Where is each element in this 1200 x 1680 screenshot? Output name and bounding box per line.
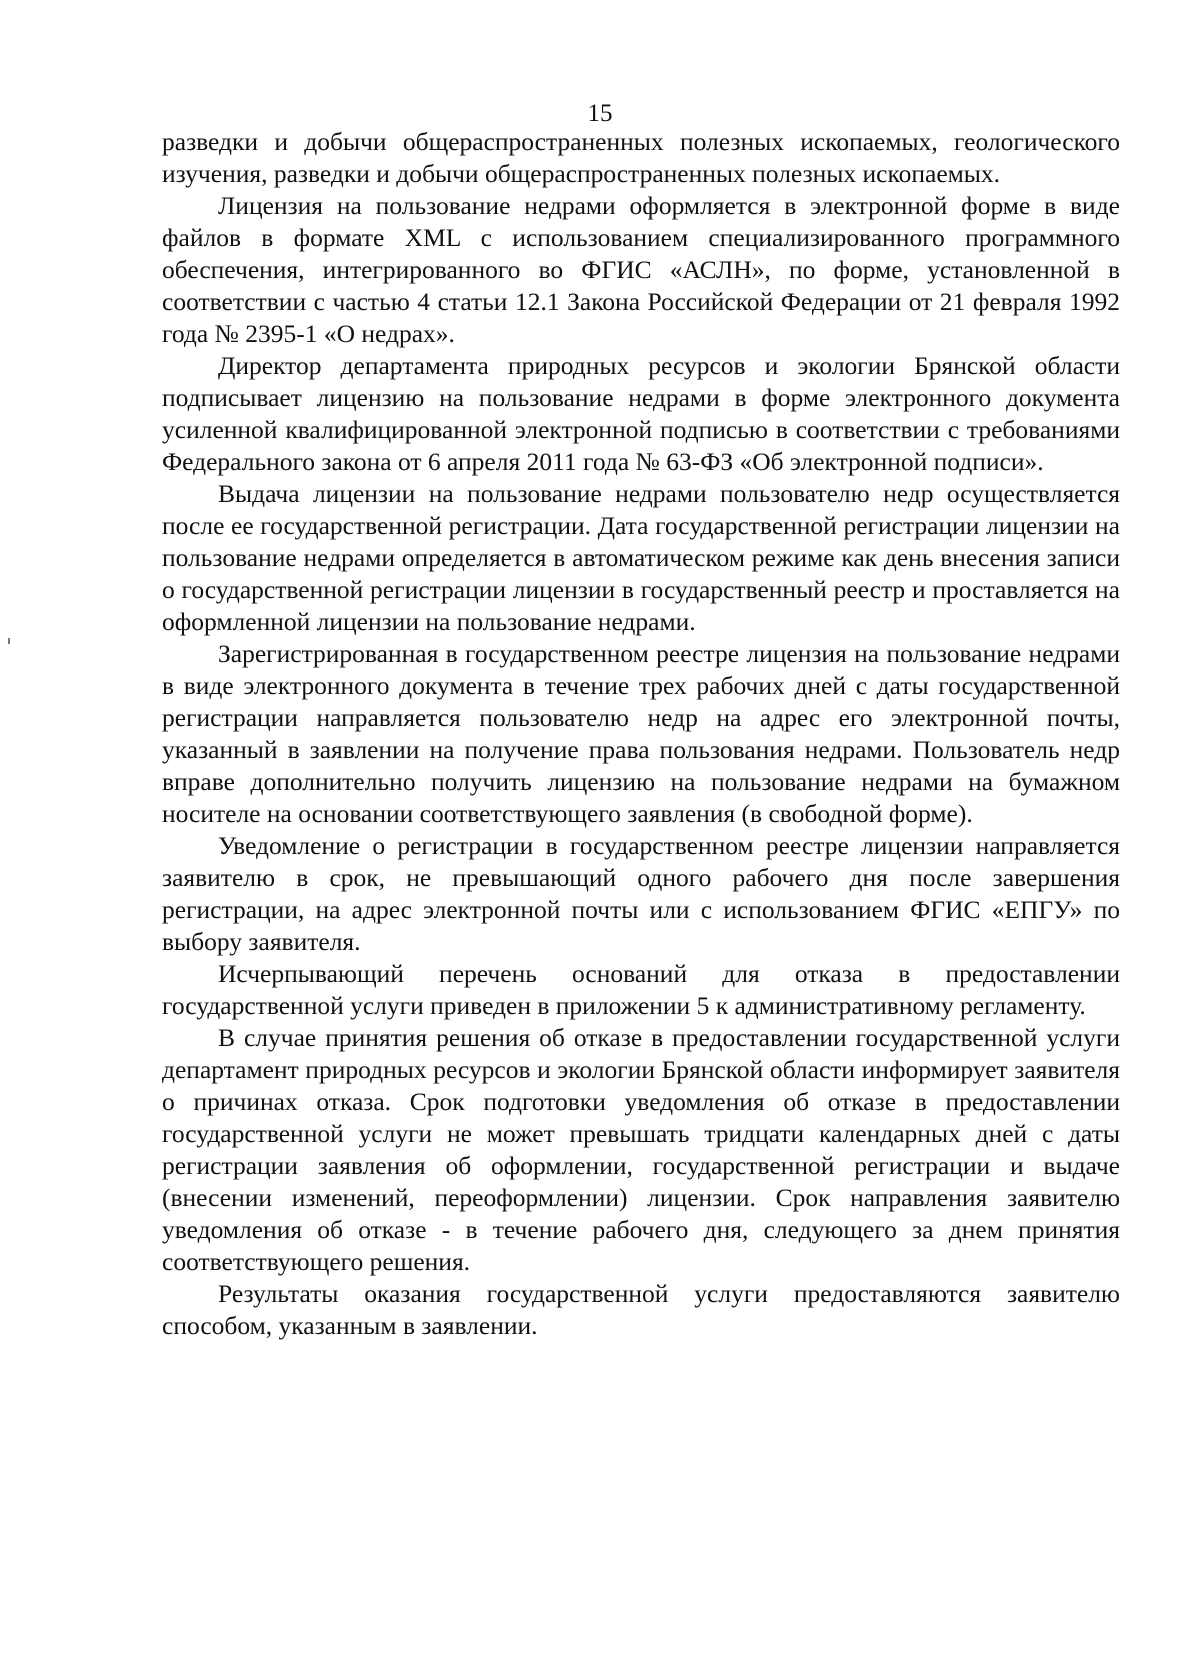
paragraph-license-format: Лицензия на пользование недрами оформляется в электронной форме в виде файлов в формате XML с использованием специализированного программного обеспечения, интегрированного во ФГИС «АСЛН», по форме, установленной в соответствии с частью 4 статьи 12.1 Закона Российской Федерации от 21 февраля 1992 года № 2395-1 «О недрах». xyxy=(162,191,1120,348)
document-body xyxy=(162,126,1120,1342)
scan-artifact-mark xyxy=(8,638,10,644)
paragraph-continuation: разведки и добычи общераспространенных полезных ископаемых, геологического изучения, разведки и добычи общераспространенных полезных ископаемых. xyxy=(162,127,1120,188)
paragraph-refusal-notice: В случае принятия решения об отказе в предоставлении государственной услуги департамент природных ресурсов и экологии Брянской области информирует заявителя о причинах отказа. Срок подготовки уведомления об отказе в предоставлении государственной услуги не может превышать тридцати календарных дней с даты регистрации заявления об оформлении, государственной регистрации и выдаче (внесении изменений, переоформлении) лицензии. Срок направления заявителю уведомления об отказе - в течение рабочего дня, следующего за днем принятия соответствующего решения. xyxy=(162,1023,1120,1276)
page-number: 15 xyxy=(587,100,613,127)
paragraph-refusal-grounds: Исчерпывающий перечень оснований для отказа в предоставлении государственной услуги приведен в приложении 5 к административному регламенту. xyxy=(162,959,1120,1020)
paragraph-service-results: Результаты оказания государственной услуги предоставляются заявителю способом, указанным в заявлении. xyxy=(162,1279,1120,1340)
paragraph-registration-notice: Уведомление о регистрации в государственном реестре лицензии направляется заявителю в срок, не превышающий одного рабочего дня после завершения регистрации, на адрес электронной почты или с использованием ФГИС «ЕПГУ» по выбору заявителя. xyxy=(162,831,1120,956)
paragraph-director-signature: Директор департамента природных ресурсов и экологии Брянской области подписывает лицензию на пользование недрами в форме электронного документа усиленной квалифицированной электронной подписью в соответствии с требованиями Федерального закона от 6 апреля 2011 года № 63-ФЗ «Об электронной подписи». xyxy=(162,351,1120,476)
paragraph-license-issuance: Выдача лицензии на пользование недрами пользователю недр осуществляется после ее государственной регистрации. Дата государственной регистрации лицензии на пользование недрами определяется в автоматическом режиме как день внесения записи о государственной регистрации лицензии в государственный реестр и проставляется на оформленной лицензии на пользование недрами. xyxy=(162,479,1120,636)
paragraph-registered-license: Зарегистрированная в государственном реестре лицензия на пользование недрами в виде электронного документа в течение трех рабочих дней с даты государственной регистрации направляется пользователю недр на адрес его электронной почты, указанный в заявлении на получение права пользования недрами. Пользователь недр вправе дополнительно получить лицензию на пользование недрами на бумажном носителе на основании соответствующего заявления (в свободной форме). xyxy=(162,639,1120,828)
